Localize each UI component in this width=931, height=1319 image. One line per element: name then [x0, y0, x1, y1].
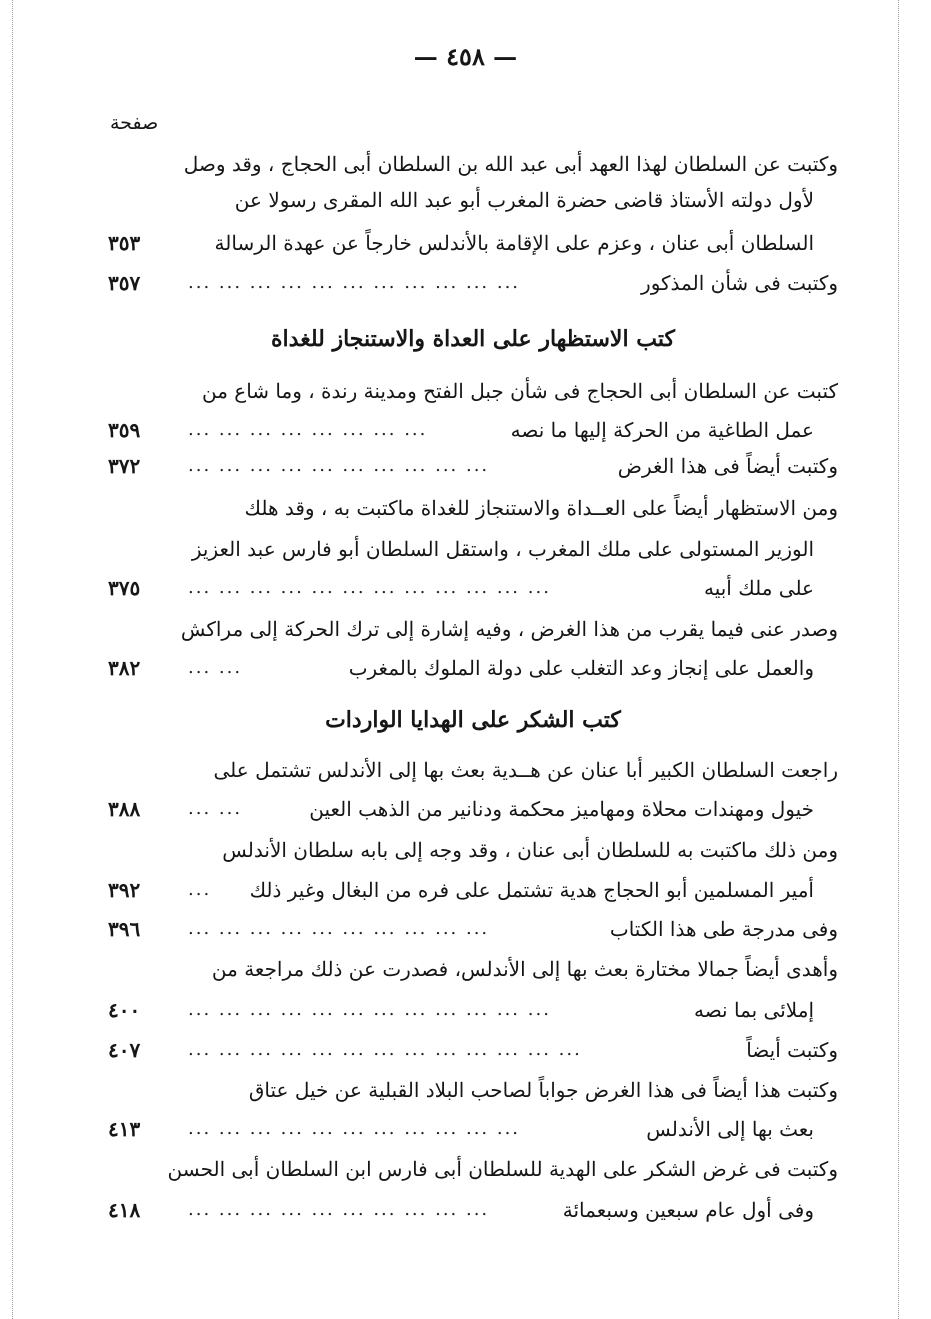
toc-entry-page: ٤٠٠ [108, 998, 141, 1022]
toc-entry-page: ٣٨٢ [108, 656, 141, 680]
section-heading: كتب الشكر على الهدايا الواردات [325, 707, 621, 733]
toc-entry [108, 183, 838, 217]
toc-leader-dots: ... ... ... ... ... ... ... ... [188, 419, 428, 440]
toc-entry-text: أمير المسلمين أبو الحجاج هدية تشتمل على فره من البغال وغير ذلك [249, 878, 814, 902]
toc-entry [108, 413, 838, 447]
toc-entry [108, 612, 838, 646]
toc-entry-page: ٣٧٢ [108, 454, 141, 478]
toc-entry-page: ٣٥٧ [108, 271, 141, 295]
toc-entry-text: والعمل على إنجاز وعد التغلب على دولة الملوك بالمغرب [348, 656, 814, 680]
toc-entry-page: ٣٥٩ [108, 418, 141, 442]
toc-entry [108, 753, 838, 787]
toc-entry-text: الوزير المستولى على ملك المغرب ، واستقل السلطان أبو فارس عبد العزيز [191, 537, 814, 561]
toc-entry-text: وفى مدرجة طى هذا الكتاب [609, 917, 838, 941]
toc-entry-page: ٤٠٧ [108, 1038, 141, 1062]
toc-leader-dots: ... ... ... ... ... ... ... ... ... ... [188, 1199, 490, 1220]
toc-leader-dots: ... ... ... ... ... ... ... ... ... ... [188, 455, 490, 476]
toc-entry [108, 792, 838, 826]
toc-entry [108, 1073, 838, 1107]
toc-entry-text: إملائى بما نصه [693, 998, 814, 1022]
toc-entry [108, 1112, 838, 1146]
toc-entry [108, 912, 838, 946]
toc-entry-text: وكتبت عن السلطان لهذا العهد أبى عبد الله بن السلطان أبى الحجاج ، وقد وصل [183, 152, 838, 176]
toc-entry [108, 226, 838, 260]
toc-leader-dots: ... [188, 879, 212, 900]
toc-leader-dots: ... ... [188, 657, 243, 678]
toc-entry [108, 952, 838, 986]
toc-entry-text: خيول ومهندات محلاة ومهاميز محكمة ودنانير من الذهب العين [309, 797, 814, 821]
toc-entry [108, 449, 838, 483]
toc-entry-text: وكتبت فى غرض الشكر على الهدية للسلطان أبى فارس ابن السلطان أبى الحسن [167, 1157, 838, 1181]
toc-entry-page: ٣٩٢ [108, 878, 141, 902]
section-heading: كتب الاستظهار على العداة والاستنجاز للغداة [271, 326, 675, 352]
toc-entry-text: راجعت السلطان الكبير أبا عنان عن هــدية بعث بها إلى الأندلس تشتمل على [213, 758, 838, 782]
toc-entry [108, 873, 838, 907]
toc-leader-dots: ... ... ... ... ... ... ... ... ... ... ... [188, 272, 521, 293]
toc-leader-dots: ... ... [188, 798, 243, 819]
toc-entry-text: على ملك أبيه [703, 576, 814, 600]
toc-entry [108, 1152, 838, 1186]
toc-entry [108, 993, 838, 1027]
toc-entry [108, 147, 838, 181]
toc-leader-dots: ... ... ... ... ... ... ... ... ... ... ... ... [188, 577, 551, 598]
toc-entry [108, 1193, 838, 1227]
toc-entry-text: وأهدى أيضاً جمالا مختارة بعث بها إلى الأندلس، فصدرت عن ذلك مراجعة من [211, 957, 838, 981]
toc-entry [108, 833, 838, 867]
toc-entry-text: لأول دولته الأستاذ قاضى حضرة المغرب أبو عبد الله المقرى رسولا عن [234, 188, 814, 212]
toc-entry [108, 491, 838, 525]
toc-entry [108, 374, 838, 408]
toc-entry-text: وفى أول عام سبعين وسبعمائة [562, 1198, 814, 1222]
toc-entry-text: بعث بها إلى الأندلس [646, 1117, 814, 1141]
toc-entry [108, 571, 838, 605]
toc-entry-text: السلطان أبى عنان ، وعزم على الإقامة بالأندلس خارجاً عن عهدة الرسالة [214, 231, 814, 255]
toc-entry-text: وكتبت أيضاً فى هذا الغرض [617, 454, 838, 478]
toc-leader-dots: ... ... ... ... ... ... ... ... ... ... [188, 918, 490, 939]
toc-entry [108, 532, 838, 566]
page-number-header: — ٤٥٨ — [413, 42, 518, 71]
toc-entry-page: ٤١٣ [108, 1117, 141, 1141]
toc-leader-dots: ... ... ... ... ... ... ... ... ... ... ... ... ... [188, 1039, 582, 1060]
toc-entry-text: وصدر عنى فيما يقرب من هذا الغرض ، وفيه إشارة إلى ترك الحركة إلى مراكش [180, 617, 838, 641]
toc-entry [108, 266, 838, 300]
toc-entry-text: وكتبت أيضاً [746, 1038, 838, 1062]
toc-entry-text: ومن ذلك ماكتبت به للسلطان أبى عنان ، وقد وجه إلى بابه سلطان الأندلس [222, 838, 838, 862]
toc-entry [108, 651, 838, 685]
toc-entry-page: ٣٧٥ [108, 576, 141, 600]
page-column-heading: صفحة [110, 112, 159, 134]
toc-entry-page: ٤١٨ [108, 1198, 141, 1222]
toc-entry-text: وكتبت فى شأن المذكور [641, 271, 838, 295]
toc-entry-text: كتبت عن السلطان أبى الحجاج فى شأن جبل الفتح ومدينة رندة ، وما شاع من [201, 379, 838, 403]
toc-entry-page: ٣٥٣ [108, 231, 141, 255]
toc-entry-text: وكتبت هذا أيضاً فى هذا الغرض جواباً لصاحب البلاد القبلية عن خيل عتاق [248, 1078, 838, 1102]
toc-leader-dots: ... ... ... ... ... ... ... ... ... ... ... ... [188, 999, 551, 1020]
toc-entry-text: عمل الطاغية من الحركة إليها ما نصه [510, 418, 814, 442]
toc-entry [108, 1033, 838, 1067]
toc-entry-page: ٣٩٦ [108, 917, 141, 941]
toc-entry-text: ومن الاستظهار أيضاً على العــداة والاستنجاز للغداة ماكتبت به ، وقد هلك [244, 496, 838, 520]
toc-leader-dots: ... ... ... ... ... ... ... ... ... ... ... [188, 1118, 521, 1139]
toc-entry-page: ٣٨٨ [108, 797, 141, 821]
